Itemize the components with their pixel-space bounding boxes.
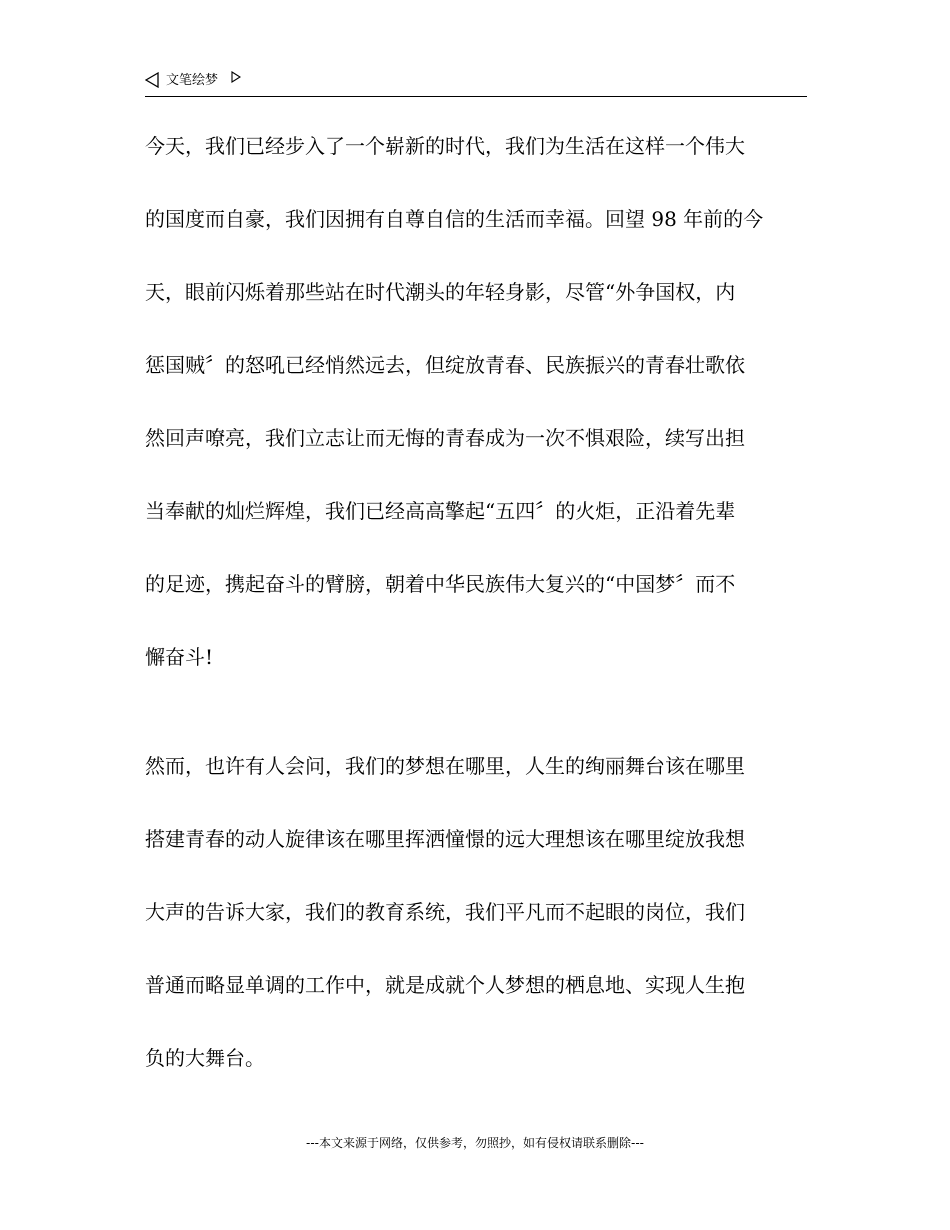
paragraph-1 bbox=[145, 110, 810, 694]
text-line: 普通而略显单调的工作中，就是成就个人梦想的栖息地、实现人生抱 bbox=[145, 973, 745, 997]
text-line: 负的大舞台。 bbox=[145, 1046, 265, 1070]
header-title: 文笔绘梦 bbox=[166, 73, 219, 88]
page-header bbox=[145, 70, 807, 97]
paragraph-gap bbox=[145, 694, 810, 730]
footer-disclaimer: ---本文来源于网络，仅供参考，勿照抄，如有侵权请联系删除--- bbox=[306, 1136, 644, 1150]
paragraph-2 bbox=[145, 730, 810, 1095]
text-line: 然回声嘹亮，我们立志让而无悔的青春成为一次不惧艰险，续写出担 bbox=[145, 426, 745, 450]
text-line: 懈奋斗! bbox=[145, 645, 214, 669]
text-line: 的国度而自豪，我们因拥有自尊自信的生活而幸福。回望 98 年前的今 bbox=[145, 207, 764, 231]
text-line: 的足迹，携起奋斗的臂膀，朝着中华民族伟大复兴的“中国梦〞而不 bbox=[145, 572, 736, 596]
text-line: 搭建青春的动人旋律该在哪里挥洒憧憬的远大理想该在哪里绽放我想 bbox=[145, 827, 745, 851]
text-line: 然而，也许有人会问，我们的梦想在哪里，人生的绚丽舞台该在哪里 bbox=[145, 754, 745, 778]
text-line: 大声的告诉大家，我们的教育系统，我们平凡而不起眼的岗位，我们 bbox=[145, 900, 745, 924]
text-line: 惩国贼〞的怒吼已经悄然远去，但绽放青春、民族振兴的青春壮歌依 bbox=[145, 353, 745, 377]
document-body bbox=[145, 110, 810, 1095]
triangle-left-icon bbox=[145, 72, 159, 88]
text-line: 天，眼前闪烁着那些站在时代潮头的年轻身影，尽管“外争国权，内 bbox=[145, 280, 736, 304]
text-line: 今天，我们已经步入了一个崭新的时代，我们为生活在这样一个伟大 bbox=[145, 134, 745, 158]
triangle-right-icon bbox=[231, 71, 241, 83]
text-line: 当奉献的灿烂辉煌，我们已经高高擎起“五四〞的火炬，正沿着先辈 bbox=[145, 499, 736, 523]
